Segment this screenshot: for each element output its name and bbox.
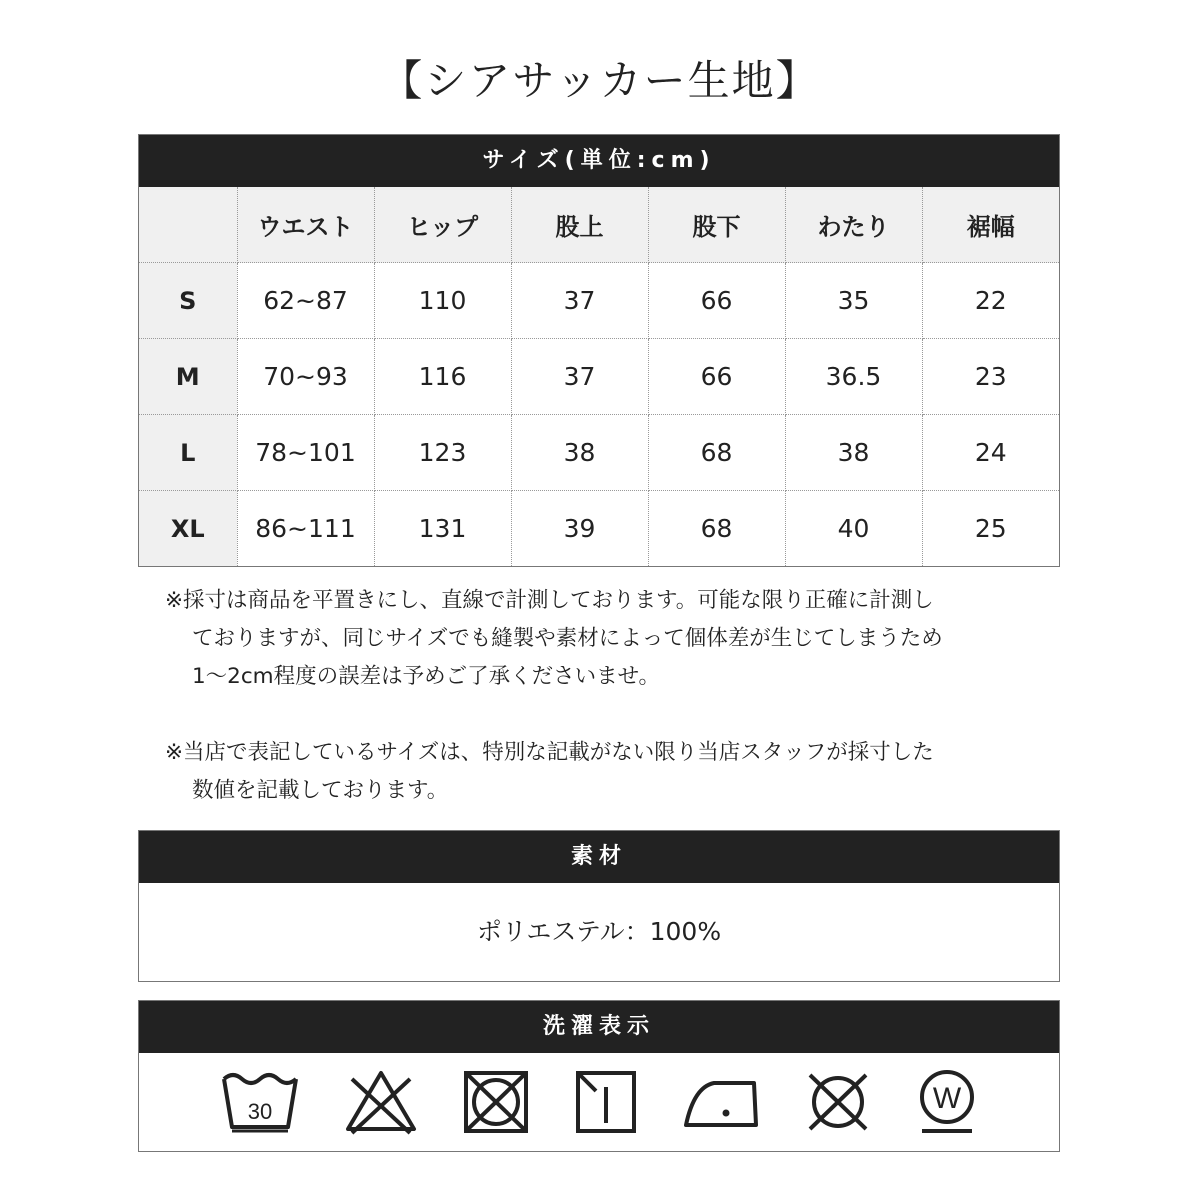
- size-table-head-row: [139, 187, 1059, 263]
- table-row: [139, 491, 1059, 567]
- column-header-inseam: 股下: [648, 187, 785, 263]
- no-tumble-dry-icon: [462, 1069, 530, 1135]
- table-cell: 68: [648, 491, 785, 567]
- no-bleach-icon: [344, 1069, 418, 1135]
- table-cell: 23: [922, 339, 1059, 415]
- table-cell: 70~93: [237, 339, 374, 415]
- table-cell: 123: [374, 415, 511, 491]
- table-cell: 116: [374, 339, 511, 415]
- size-table: [139, 187, 1059, 566]
- care-icons-row: [139, 1053, 1059, 1151]
- table-cell: 62~87: [237, 263, 374, 339]
- table-cell: 36.5: [785, 339, 922, 415]
- column-header-hem-width: 裾幅: [922, 187, 1059, 263]
- table-cell: 24: [922, 415, 1059, 491]
- no-dry-clean-icon: [804, 1069, 872, 1135]
- wash-tub-30-icon: [220, 1069, 300, 1135]
- measurement-note: [165, 582, 1045, 696]
- page-title: 【シアサッカー生地】: [380, 56, 820, 105]
- table-cell: 110: [374, 263, 511, 339]
- table-cell: 38: [785, 415, 922, 491]
- table-cell: 86~111: [237, 491, 374, 567]
- table-cell: 131: [374, 491, 511, 567]
- table-cell: 68: [648, 415, 785, 491]
- iron-low-icon: [682, 1069, 760, 1135]
- column-header-thigh: わたり: [785, 187, 922, 263]
- table-row: [139, 415, 1059, 491]
- wet-clean-icon: [916, 1067, 978, 1137]
- row-size-label: M: [139, 339, 237, 415]
- material-text: ポリエステル：100%: [476, 917, 722, 946]
- size-notation-note: [165, 734, 1045, 810]
- table-cell: 37: [511, 339, 648, 415]
- table-cell: 38: [511, 415, 648, 491]
- table-row: [139, 339, 1059, 415]
- row-size-label: L: [139, 415, 237, 491]
- size-table-header: サイズ(単位:cm): [139, 135, 1059, 187]
- note-line: 数値を記載しております。: [192, 778, 449, 803]
- line-dry-shade-icon: [574, 1069, 638, 1135]
- column-header-hip: ヒップ: [374, 187, 511, 263]
- table-cell: 37: [511, 263, 648, 339]
- care-box: [138, 1000, 1060, 1152]
- material-header: 素材: [139, 831, 1059, 883]
- row-size-label: XL: [139, 491, 237, 567]
- column-header-waist: ウエスト: [237, 187, 374, 263]
- table-cell: 22: [922, 263, 1059, 339]
- care-header: 洗濯表示: [139, 1001, 1059, 1053]
- table-cell: 78~101: [237, 415, 374, 491]
- row-size-label: S: [139, 263, 237, 339]
- note-line: ておりますが、同じサイズでも縫製や素材によって個体差が生じてしまうため: [192, 626, 943, 651]
- note-line: 1～2cm程度の誤差は予めご了承くださいませ。: [192, 664, 660, 689]
- table-cell: 35: [785, 263, 922, 339]
- material-box: [138, 830, 1060, 982]
- wash-temperature-label: 30: [247, 1099, 273, 1124]
- table-cell: 25: [922, 491, 1059, 567]
- wet-clean-letter: W: [932, 1082, 962, 1115]
- size-table-corner: [139, 187, 237, 263]
- table-cell: 66: [648, 339, 785, 415]
- column-header-rise: 股上: [511, 187, 648, 263]
- table-cell: 40: [785, 491, 922, 567]
- table-row: [139, 263, 1059, 339]
- note-line: ※当店で表記しているサイズは、特別な記載がない限り当店スタッフが採寸した: [165, 740, 934, 765]
- size-table-box: [138, 134, 1060, 567]
- table-cell: 39: [511, 491, 648, 567]
- table-cell: 66: [648, 263, 785, 339]
- note-line: ※採寸は商品を平置きにし、直線で計測しております。可能な限り正確に計測し: [165, 588, 934, 613]
